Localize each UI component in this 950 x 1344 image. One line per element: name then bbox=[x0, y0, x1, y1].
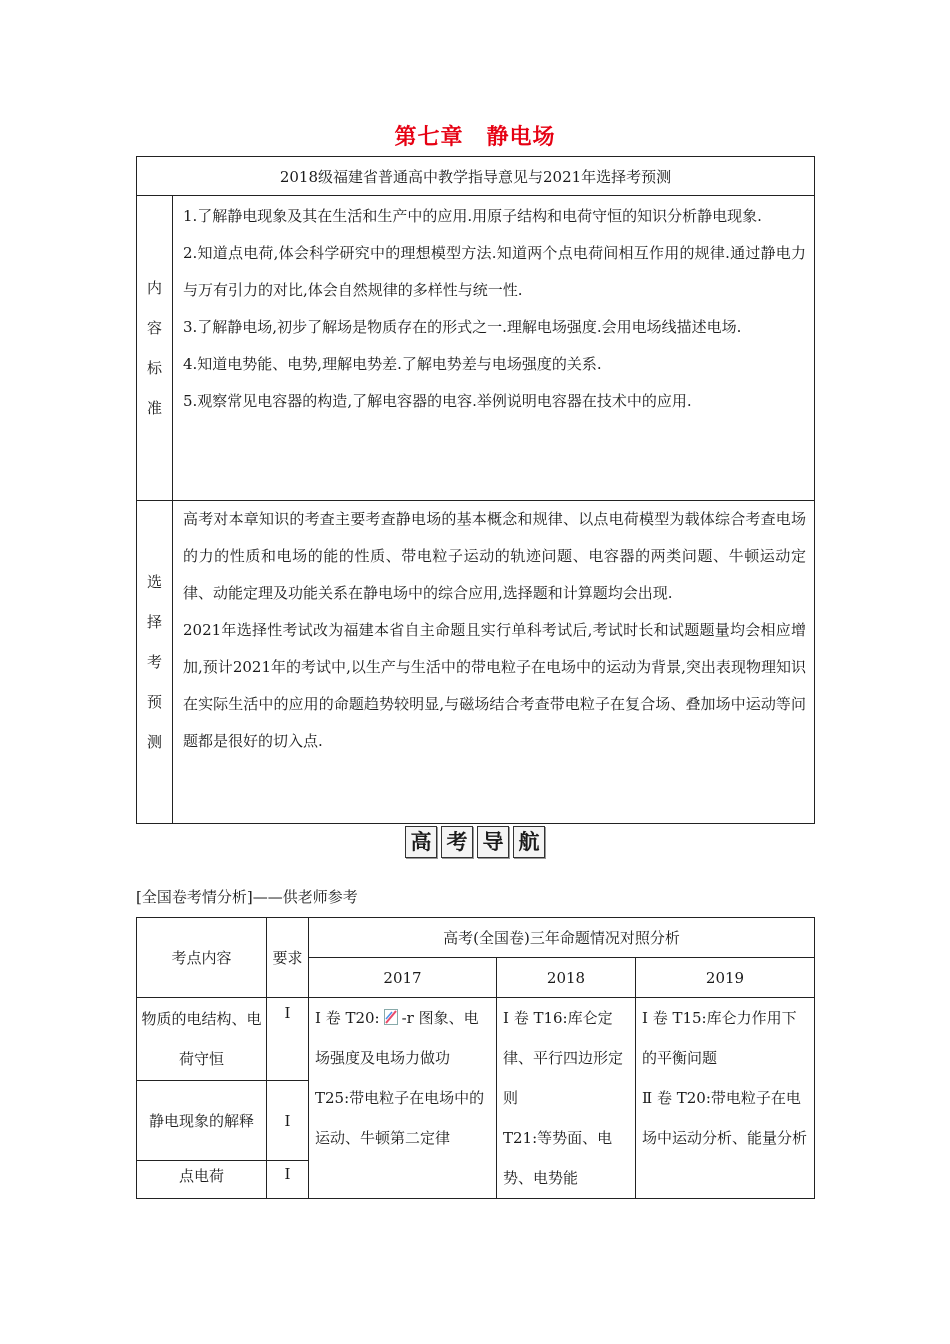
badge-char: 航 bbox=[513, 826, 545, 858]
topic-cell: 物质的电结构、电荷守恒 bbox=[137, 998, 267, 1081]
badge-char: 导 bbox=[477, 826, 509, 858]
exam-section-title: [全国卷考情分析]——供老师参考 bbox=[136, 888, 358, 906]
year-2018-header: 2018 bbox=[497, 958, 636, 998]
content-item: 4.知道电势能、电势,理解电势差.了解电势差与电场强度的关系. bbox=[183, 355, 602, 373]
content-item: 3.了解静电场,初步了解场是物质存在的形式之一.理解电场强度.会用电场线描述电场. bbox=[183, 318, 742, 336]
year-2017-header: 2017 bbox=[309, 958, 497, 998]
chapter-title: 第七章 静电场 bbox=[394, 125, 556, 150]
content-item: 2.知道点电荷,体会科学研究中的理想模型方法.知道两个点电荷间相互作用的规律.通过静电力与万有引力的对比,体会自然规律的多样性与统一性. bbox=[183, 244, 806, 299]
content-item: 1.了解静电现象及其在生活和生产中的应用.用原子结构和电荷守恒的知识分析静电现象. bbox=[183, 207, 762, 225]
content-item: 5.观察常见电容器的构造,了解电容器的电容.举例说明电容器在技术中的应用. bbox=[183, 392, 692, 410]
badge-char: 高 bbox=[405, 826, 437, 858]
col-requirement-header: 要求 bbox=[267, 918, 309, 998]
requirement-cell: Ⅰ bbox=[267, 1161, 309, 1199]
col-analysis-header: 高考(全国卷)三年命题情况对照分析 bbox=[309, 918, 815, 958]
forecast-label: 选 择 考 预 测 bbox=[137, 501, 173, 824]
topic-cell: 点电荷 bbox=[137, 1161, 267, 1199]
outline-header: 2018级福建省普通高中教学指导意见与2021年选择考预测 bbox=[137, 157, 815, 196]
forecast-paragraph: 2021年选择性考试改为福建本省自主命题且实行单科考试后,考试时长和试题题量均会相应增加,预计2021年的考试中,以生产与生活中的带电粒子在电场中的运动为背景,突出表现物理知识在实际生活中的应用的命题趋势较明显,与磁场结合考查带电粒子在复合场、叠加场中运动等问题都是很好的切入点. bbox=[183, 621, 806, 750]
curriculum-outline-table bbox=[136, 156, 815, 824]
analysis-2019: Ⅰ 卷 T15:库仑力作用下的平衡问题 Ⅱ 卷 T20:带电粒子在电场中运动分析、能量分析 bbox=[636, 998, 815, 1199]
content-standard-list bbox=[173, 196, 815, 501]
year-2019-header: 2019 bbox=[636, 958, 815, 998]
topic-cell: 静电现象的解释 bbox=[137, 1081, 267, 1161]
badge-char: 考 bbox=[441, 826, 473, 858]
forecast-text bbox=[173, 501, 815, 824]
col-topic-header: 考点内容 bbox=[137, 918, 267, 998]
content-standard-label: 内 容 标 准 bbox=[137, 196, 173, 501]
requirement-cell: Ⅰ bbox=[267, 998, 309, 1081]
graph-thumbnail-icon bbox=[384, 1009, 398, 1025]
requirement-cell: Ⅰ bbox=[267, 1081, 309, 1161]
exam-guide-badge bbox=[0, 826, 950, 858]
forecast-paragraph: 高考对本章知识的考查主要考查静电场的基本概念和规律、以点电荷模型为载体综合考查电场的力的性质和电场的能的性质、带电粒子运动的轨迹问题、电容器的两类问题、牛顿运动定律、动能定理及功能关系在静电场中的综合应用,选择题和计算题均会出现. bbox=[183, 510, 806, 602]
analysis-2018: Ⅰ 卷 T16:库仑定律、平行四边形定则 T21:等势面、电势、电势能 bbox=[497, 998, 636, 1199]
analysis-2017: Ⅰ 卷 T20: -r 图象、电场强度及电场力做功 T25:带电粒子在电场中的运动、牛顿第二定律 bbox=[309, 998, 497, 1199]
exam-analysis-table bbox=[136, 917, 815, 1199]
